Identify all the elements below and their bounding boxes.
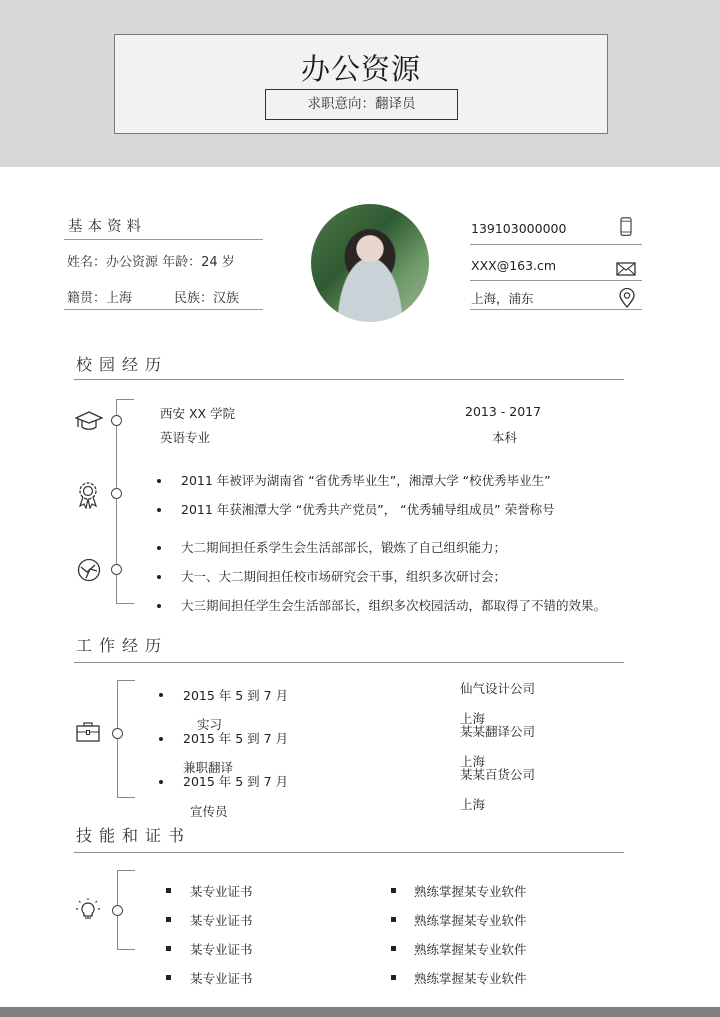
work-company: 仙气设计公司 [460,681,536,696]
bullet [166,888,171,893]
timeline-bracket [117,680,135,798]
software-item: 熟练掌握某专业软件 [414,913,527,928]
software-item: 熟练掌握某专业软件 [414,884,527,899]
work-company: 某某翻译公司 [460,724,536,739]
school-years: 2013 - 2017 [465,404,542,419]
skills-section-title: 技能和证书 [76,826,192,845]
timeline-node [111,488,122,499]
bullet [166,975,171,980]
address: 上海，浦东 [471,291,534,306]
timeline-node [111,415,122,426]
bullet [391,888,396,893]
job-intent: 求职意向：翻译员 [265,89,458,120]
honor-item: 2011 年被评为湖南省 “省优秀毕业生”，湘潭大学 “校优秀毕业生” [181,473,551,488]
work-city: 上海 [460,797,486,812]
phone-number: 139103000000 [471,221,567,236]
divider [64,309,263,310]
school-name: 西安 XX 学院 [160,406,236,421]
native-place: 籍贯：上海 [67,291,133,306]
work-date: 2015 年 5 到 7 月 [183,774,289,789]
bullet [159,693,163,697]
section-divider [74,379,624,380]
work-city: 上海 [460,711,486,726]
title-box [114,34,608,134]
work-role: 实习 [197,717,223,732]
work-role: 兼职翻译 [183,760,234,775]
name-age: 姓名：办公资源 年龄：24 岁 [67,255,235,270]
bullet [157,546,161,550]
divider [470,309,642,310]
mail-icon [616,259,636,279]
bullet [159,737,163,741]
bullet [157,604,161,608]
phone-icon [616,217,636,237]
bullet [157,508,161,512]
software-item: 熟练掌握某专业软件 [414,942,527,957]
section-divider [74,852,624,853]
bullet [391,946,396,951]
bullet [157,479,161,483]
certificate-item: 某专业证书 [190,942,253,957]
bullet [391,975,396,980]
timeline-node [111,564,122,575]
certificate-item: 某专业证书 [190,884,253,899]
bullet [159,780,163,784]
location-icon [617,288,637,308]
work-date: 2015 年 5 到 7 月 [183,731,289,746]
bullet [157,575,161,579]
honor-item: 2011 年获湘潭大学 “优秀共产党员”， “优秀辅导组成员” 荣誉称号 [181,502,555,517]
activity-item: 大二期间担任系学生会生活部部长，锻炼了自己组织能力； [181,540,507,555]
ethnicity: 民族：汉族 [174,291,240,306]
briefcase-icon [76,722,100,742]
divider [64,239,263,240]
work-date: 2015 年 5 到 7 月 [183,688,289,703]
basic-info-title: 基本资料 [68,219,146,235]
lightbulb-icon [75,897,101,923]
timeline-node [112,728,123,739]
certificate-item: 某专业证书 [190,971,253,986]
aperture-icon [77,558,101,582]
campus-section-title: 校园经历 [76,355,169,374]
profile-photo [311,204,429,322]
software-item: 熟练掌握某专业软件 [414,971,527,986]
work-city: 上海 [460,754,486,769]
certificate-item: 某专业证书 [190,913,253,928]
work-company: 某某百货公司 [460,767,536,782]
divider [470,244,642,245]
activity-item: 大三期间担任学生会生活部部长，组织多次校园活动，都取得了不错的效果。 [181,598,607,613]
bullet [166,917,171,922]
activity-item: 大一、大二期间担任校市场研究会干事，组织多次研讨会； [181,569,507,584]
degree: 本科 [492,430,518,445]
work-section-title: 工作经历 [76,636,169,655]
footer-bar [0,1007,720,1017]
timeline-node [112,905,123,916]
major: 英语专业 [160,430,211,445]
bullet [166,946,171,951]
resume-name: 办公资源 [300,52,421,86]
email: XXX@163.cm [471,258,557,273]
bullet [391,917,396,922]
award-ribbon-icon [77,481,99,509]
divider [470,280,642,281]
work-role: 宣传员 [190,804,228,819]
graduation-cap-icon [75,410,103,432]
section-divider [74,662,624,663]
